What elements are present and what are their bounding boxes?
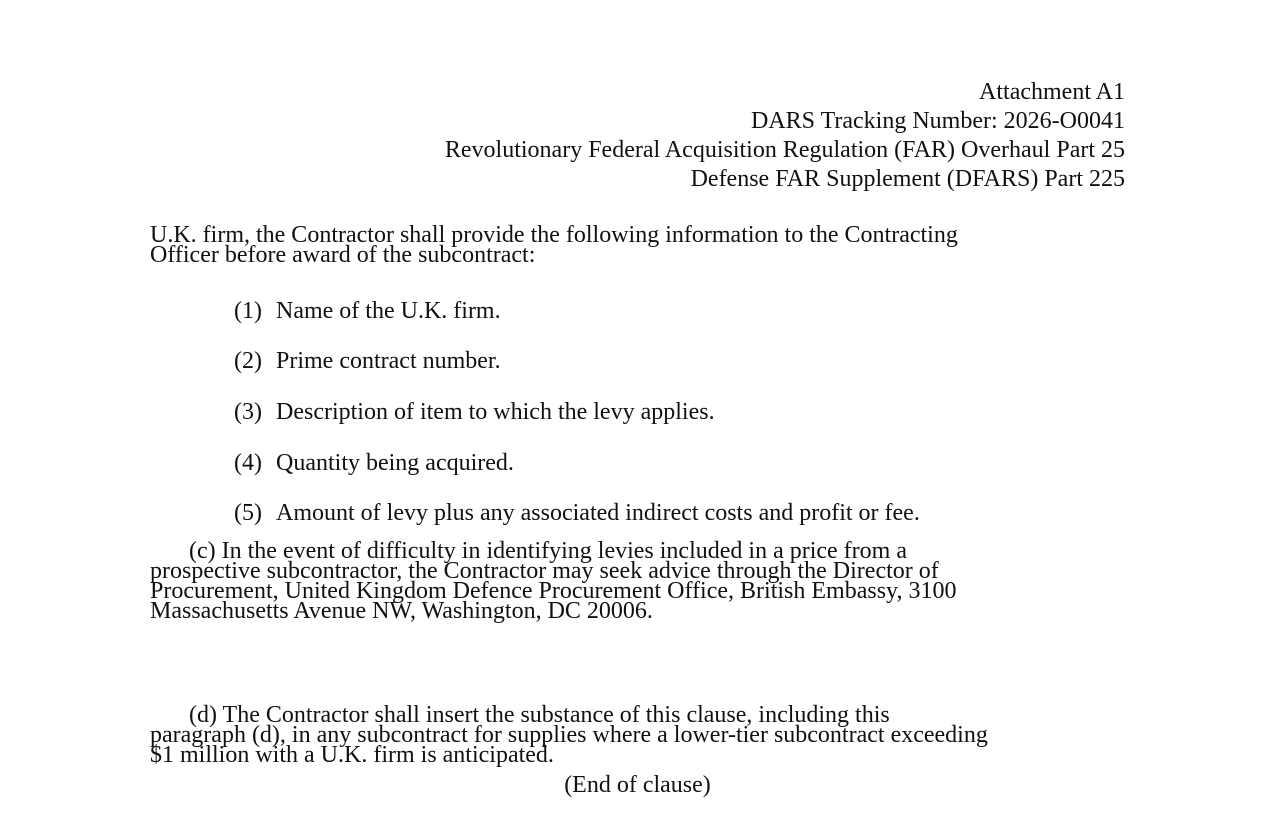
list-item	[234, 298, 501, 324]
dfars-part-title: Defense FAR Supplement (DFARS) Part 225	[690, 166, 1125, 192]
paragraph-d-line: paragraph (d), in any subcontract for supplies where a lower-tier subcontract exceeding	[150, 722, 988, 748]
far-part-title: Revolutionary Federal Acquisition Regulation (FAR) Overhaul Part 25	[444, 137, 1125, 163]
list-item	[234, 348, 501, 374]
list-item-number: (4)	[234, 450, 262, 476]
paragraph-c-line: Massachusetts Avenue NW, Washington, DC 20006.	[150, 598, 653, 624]
paragraph-c-line: prospective subcontractor, the Contractor may seek advice through the Director of	[150, 558, 939, 584]
list-item-text: Prime contract number.	[276, 348, 501, 374]
paragraph-d	[150, 702, 1125, 768]
intro-line: Officer before award of the subcontract:	[150, 242, 536, 268]
list-item-text: Description of item to which the levy applies.	[276, 399, 715, 425]
list-item	[234, 500, 920, 526]
paragraph-d-line: $1 million with a U.K. firm is anticipated.	[150, 742, 554, 768]
attachment-label: Attachment A1	[979, 79, 1125, 105]
list-item	[234, 399, 715, 425]
tracking-number: DARS Tracking Number: 2026-O0041	[750, 108, 1125, 134]
paragraph-c	[150, 538, 1125, 624]
list-item-number: (2)	[234, 348, 262, 374]
list-item-number: (1)	[234, 298, 262, 324]
intro-line: U.K. firm, the Contractor shall provide the following information to the Contracting	[150, 222, 958, 248]
end-of-clause: (End of clause)	[564, 772, 711, 798]
paragraph-c-line: Procurement, United Kingdom Defence Procurement Office, British Embassy, 3100	[150, 578, 957, 604]
list-item-text: Name of the U.K. firm.	[276, 298, 501, 324]
paragraph-d-line: (d) The Contractor shall insert the substance of this clause, including this	[189, 702, 890, 728]
intro-paragraph	[150, 222, 1125, 268]
list-item-number: (5)	[234, 500, 262, 526]
list-item-number: (3)	[234, 399, 262, 425]
document-header	[445, 78, 1125, 194]
list-item-text: Quantity being acquired.	[276, 450, 514, 476]
list-item	[234, 450, 514, 476]
list-item-text: Amount of levy plus any associated indirect costs and profit or fee.	[276, 500, 920, 526]
paragraph-c-line: (c) In the event of difficulty in identifying levies included in a price from a	[189, 538, 907, 564]
